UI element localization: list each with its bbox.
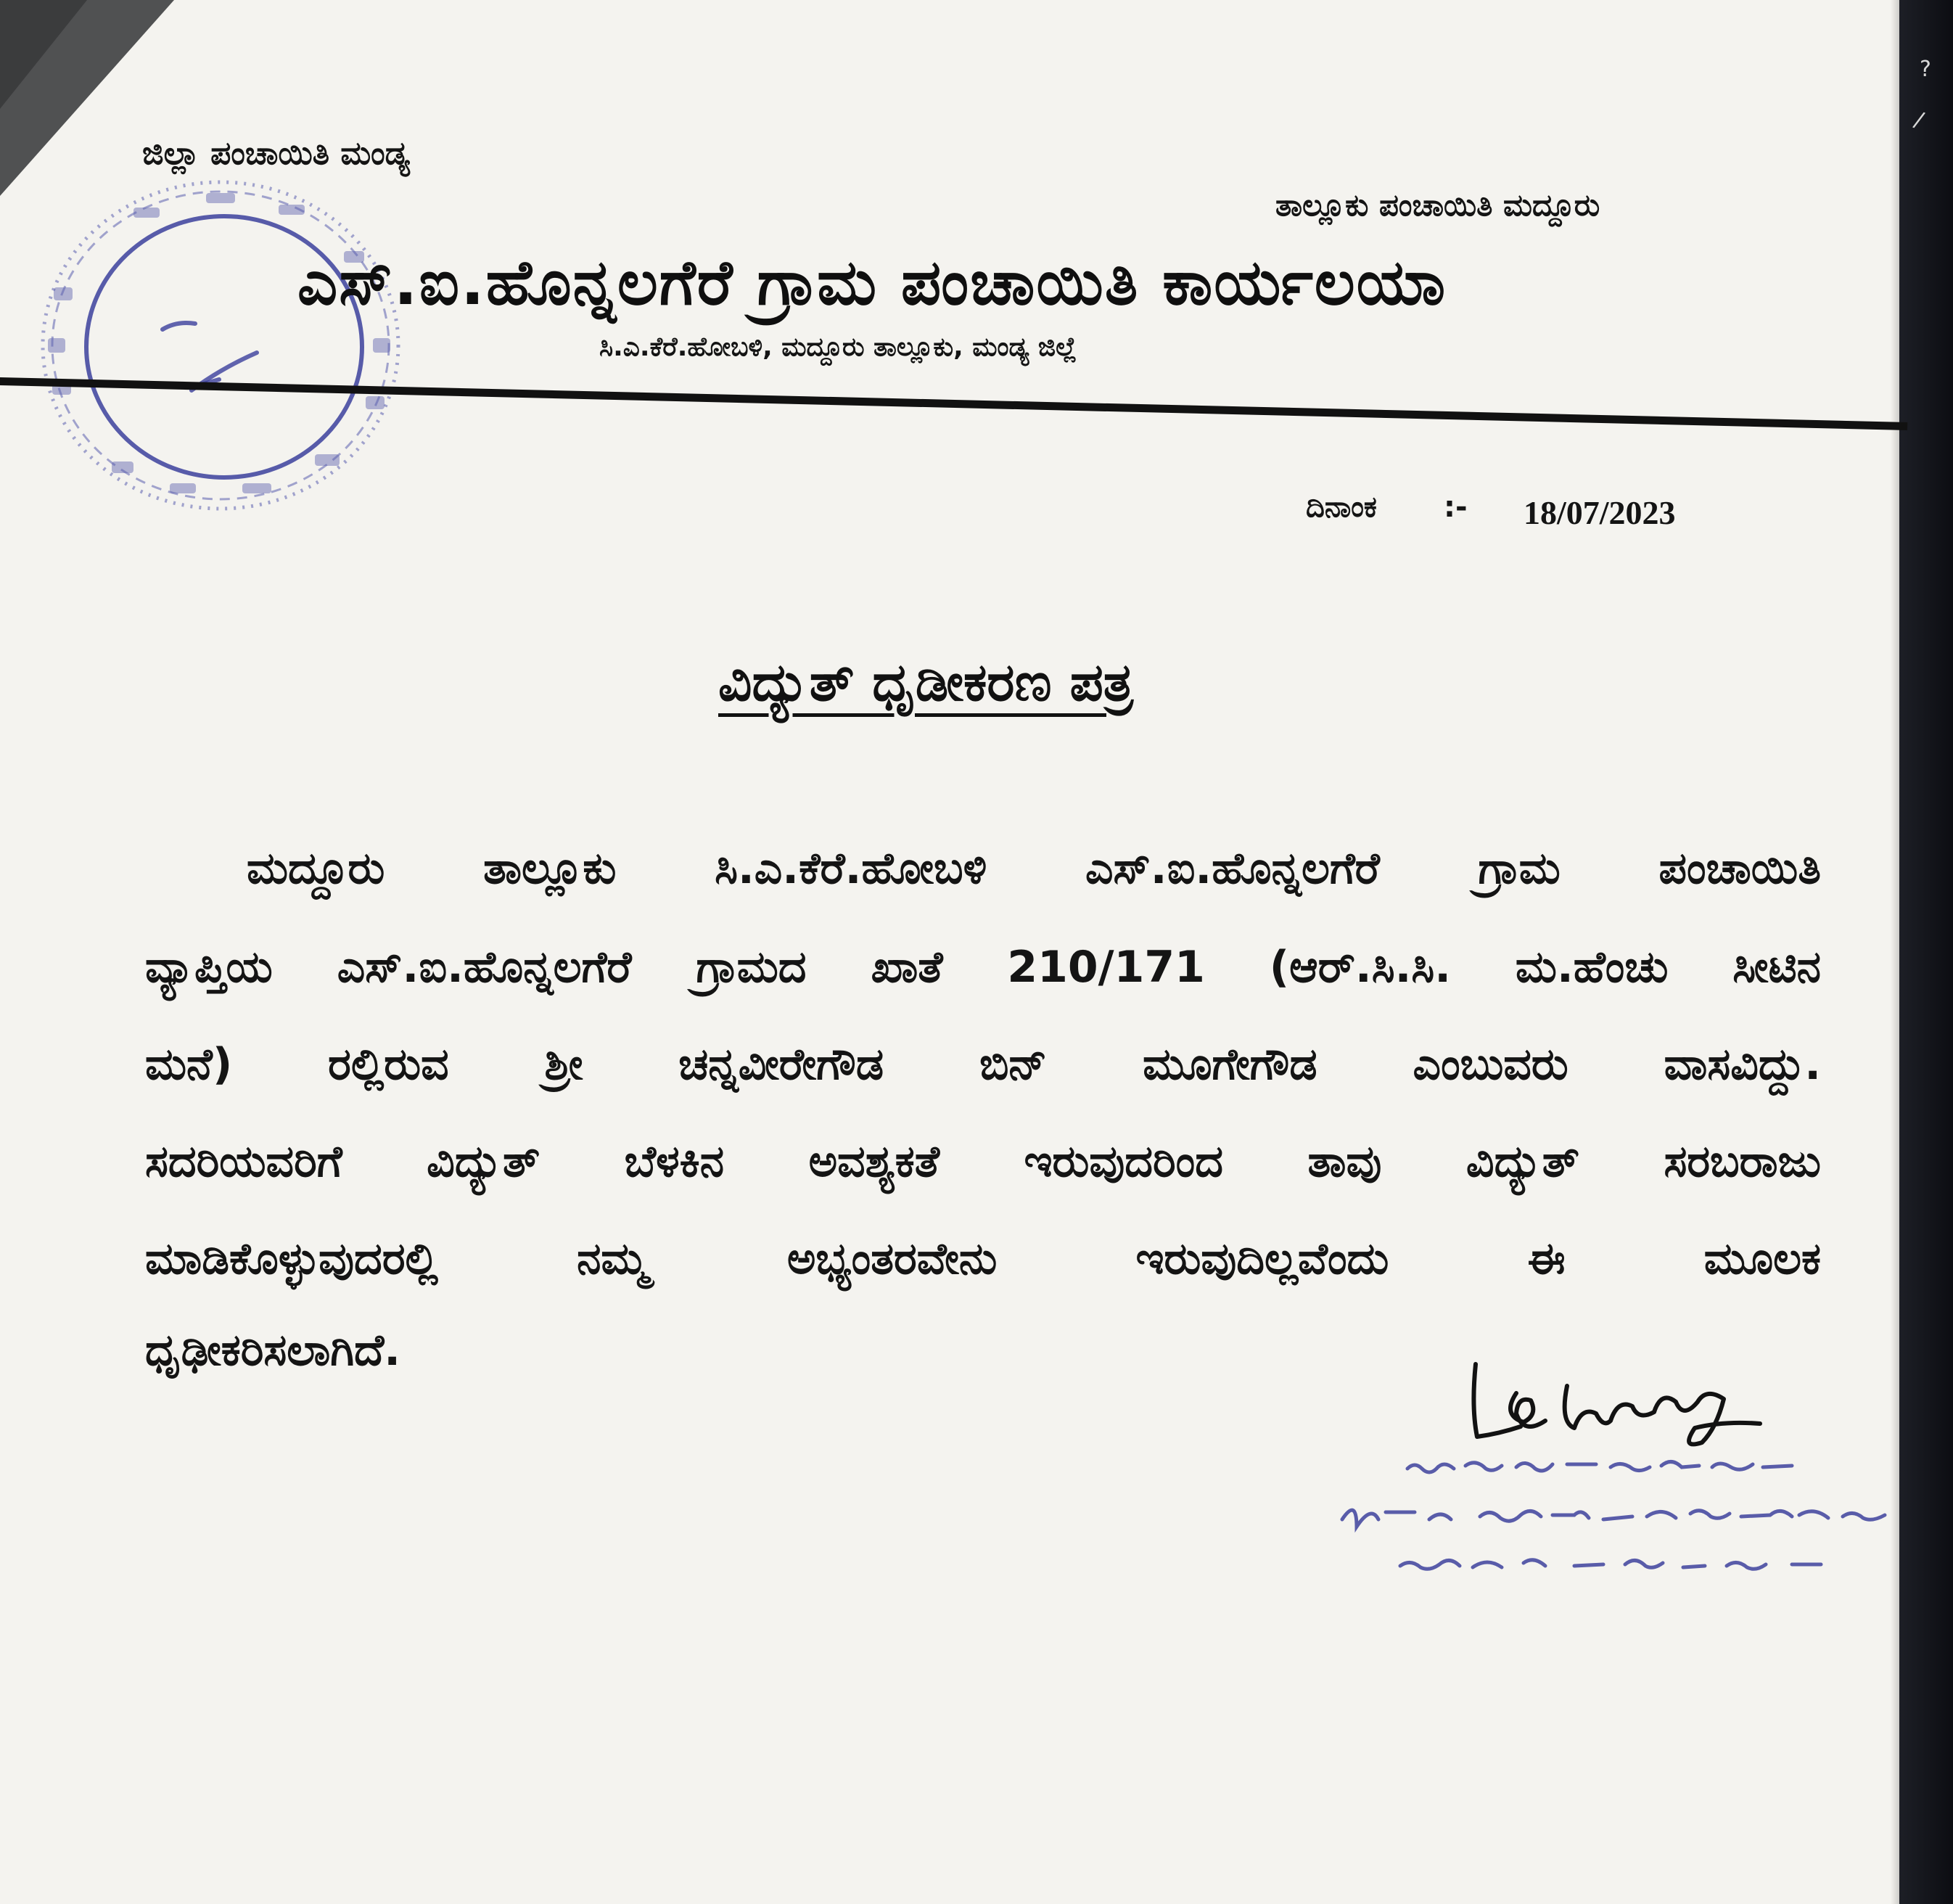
date-value: 18/07/2023 bbox=[1524, 494, 1676, 531]
body-line: ಮದ್ದೂರು ತಾಲ್ಲೂಕು ಸಿ.ಎ.ಕೆರೆ.ಹೋಬಳಿ ಎಸ್.ಐ.ಹೊನ್ನಲಗೆರೆ ಗ್ರಾಮ ಪಂಚಾಯಿತಿ bbox=[247, 843, 1821, 894]
date-label: ದಿನಾಂಕ bbox=[1306, 491, 1377, 524]
office-address: ಸಿ.ಎ.ಕೆರೆ.ಹೋಬಳಿ, ಮದ್ದೂರು ತಾಲ್ಲೂಕು, ಮಂಡ್ಯ ಜಿಲ್ಲೆ bbox=[599, 332, 1077, 362]
photo-background-corner-shadow bbox=[0, 0, 87, 109]
office-stamp-seal bbox=[25, 164, 416, 527]
body-line: ಸದರಿಯವರಿಗೆ ವಿದ್ಯುತ್ ಬೆಳಕಿನ ಅವಶ್ಯಕತೆ ಇರುವುದರಿಂದ ತಾವು ವಿದ್ಯುತ್ ಸರಬರಾಜು bbox=[145, 1136, 1821, 1187]
office-name-title: ಎಸ್.ಐ.ಹೊನ್ನಲಗೆರೆ ಗ್ರಾಮ ಪಂಚಾಯಿತಿ ಕಾರ್ಯಲಯಾ bbox=[297, 247, 1447, 319]
body-line: ಮಾಡಿಕೊಳ್ಳುವುದರಲ್ಲಿ ನಮ್ಮ ಅಭ್ಯಂತರವೇನು ಇರುವುದಿಲ್ಲವೆಂದು ಈ ಮೂಲಕ bbox=[145, 1234, 1821, 1284]
handwritten-signature bbox=[1465, 1350, 1770, 1458]
photo-background-edge bbox=[1899, 0, 1953, 1904]
body-line: ಮನೆ) ರಲ್ಲಿರುವ ಶ್ರೀ ಚನ್ನವೀರೇಗೌಡ ಬಿನ್ ಮೂಗೇಗೌಡ ಎಂಬುವರು ವಾಸವಿದ್ದು. bbox=[145, 1039, 1821, 1090]
date-separator: :- bbox=[1444, 491, 1468, 524]
body-line: ವ್ಯಾಪ್ತಿಯ ಎಸ್.ಐ.ಹೊನ್ನಲಗೆರೆ ಗ್ರಾಮದ ಖಾತೆ 210/171 (ಆರ್.ಸಿ.ಸಿ. ಮ.ಹೆಂಚು ಸೀಟಿನ bbox=[145, 942, 1821, 993]
letter-subject: ವಿದ್ಯುತ್ ಧೃಡೀಕರಣ ಪತ್ರ bbox=[718, 652, 1133, 713]
edge-mark-question: ? bbox=[1920, 57, 1931, 82]
district-panchayat-heading: ಜಿಲ್ಲಾ ಪಂಚಾಯಿತಿ ಮಂಡ್ಯ bbox=[142, 135, 410, 172]
taluk-panchayat-heading: ತಾಲ್ಲೂಕು ಪಂಚಾಯಿತಿ ಮದ್ದೂರು bbox=[1275, 187, 1600, 223]
edge-mark-slash: / bbox=[1911, 107, 1927, 134]
designation-seal-stamp bbox=[1335, 1447, 1908, 1599]
body-line: ಧೃಢೀಕರಿಸಲಾಗಿದೆ. bbox=[145, 1325, 401, 1376]
